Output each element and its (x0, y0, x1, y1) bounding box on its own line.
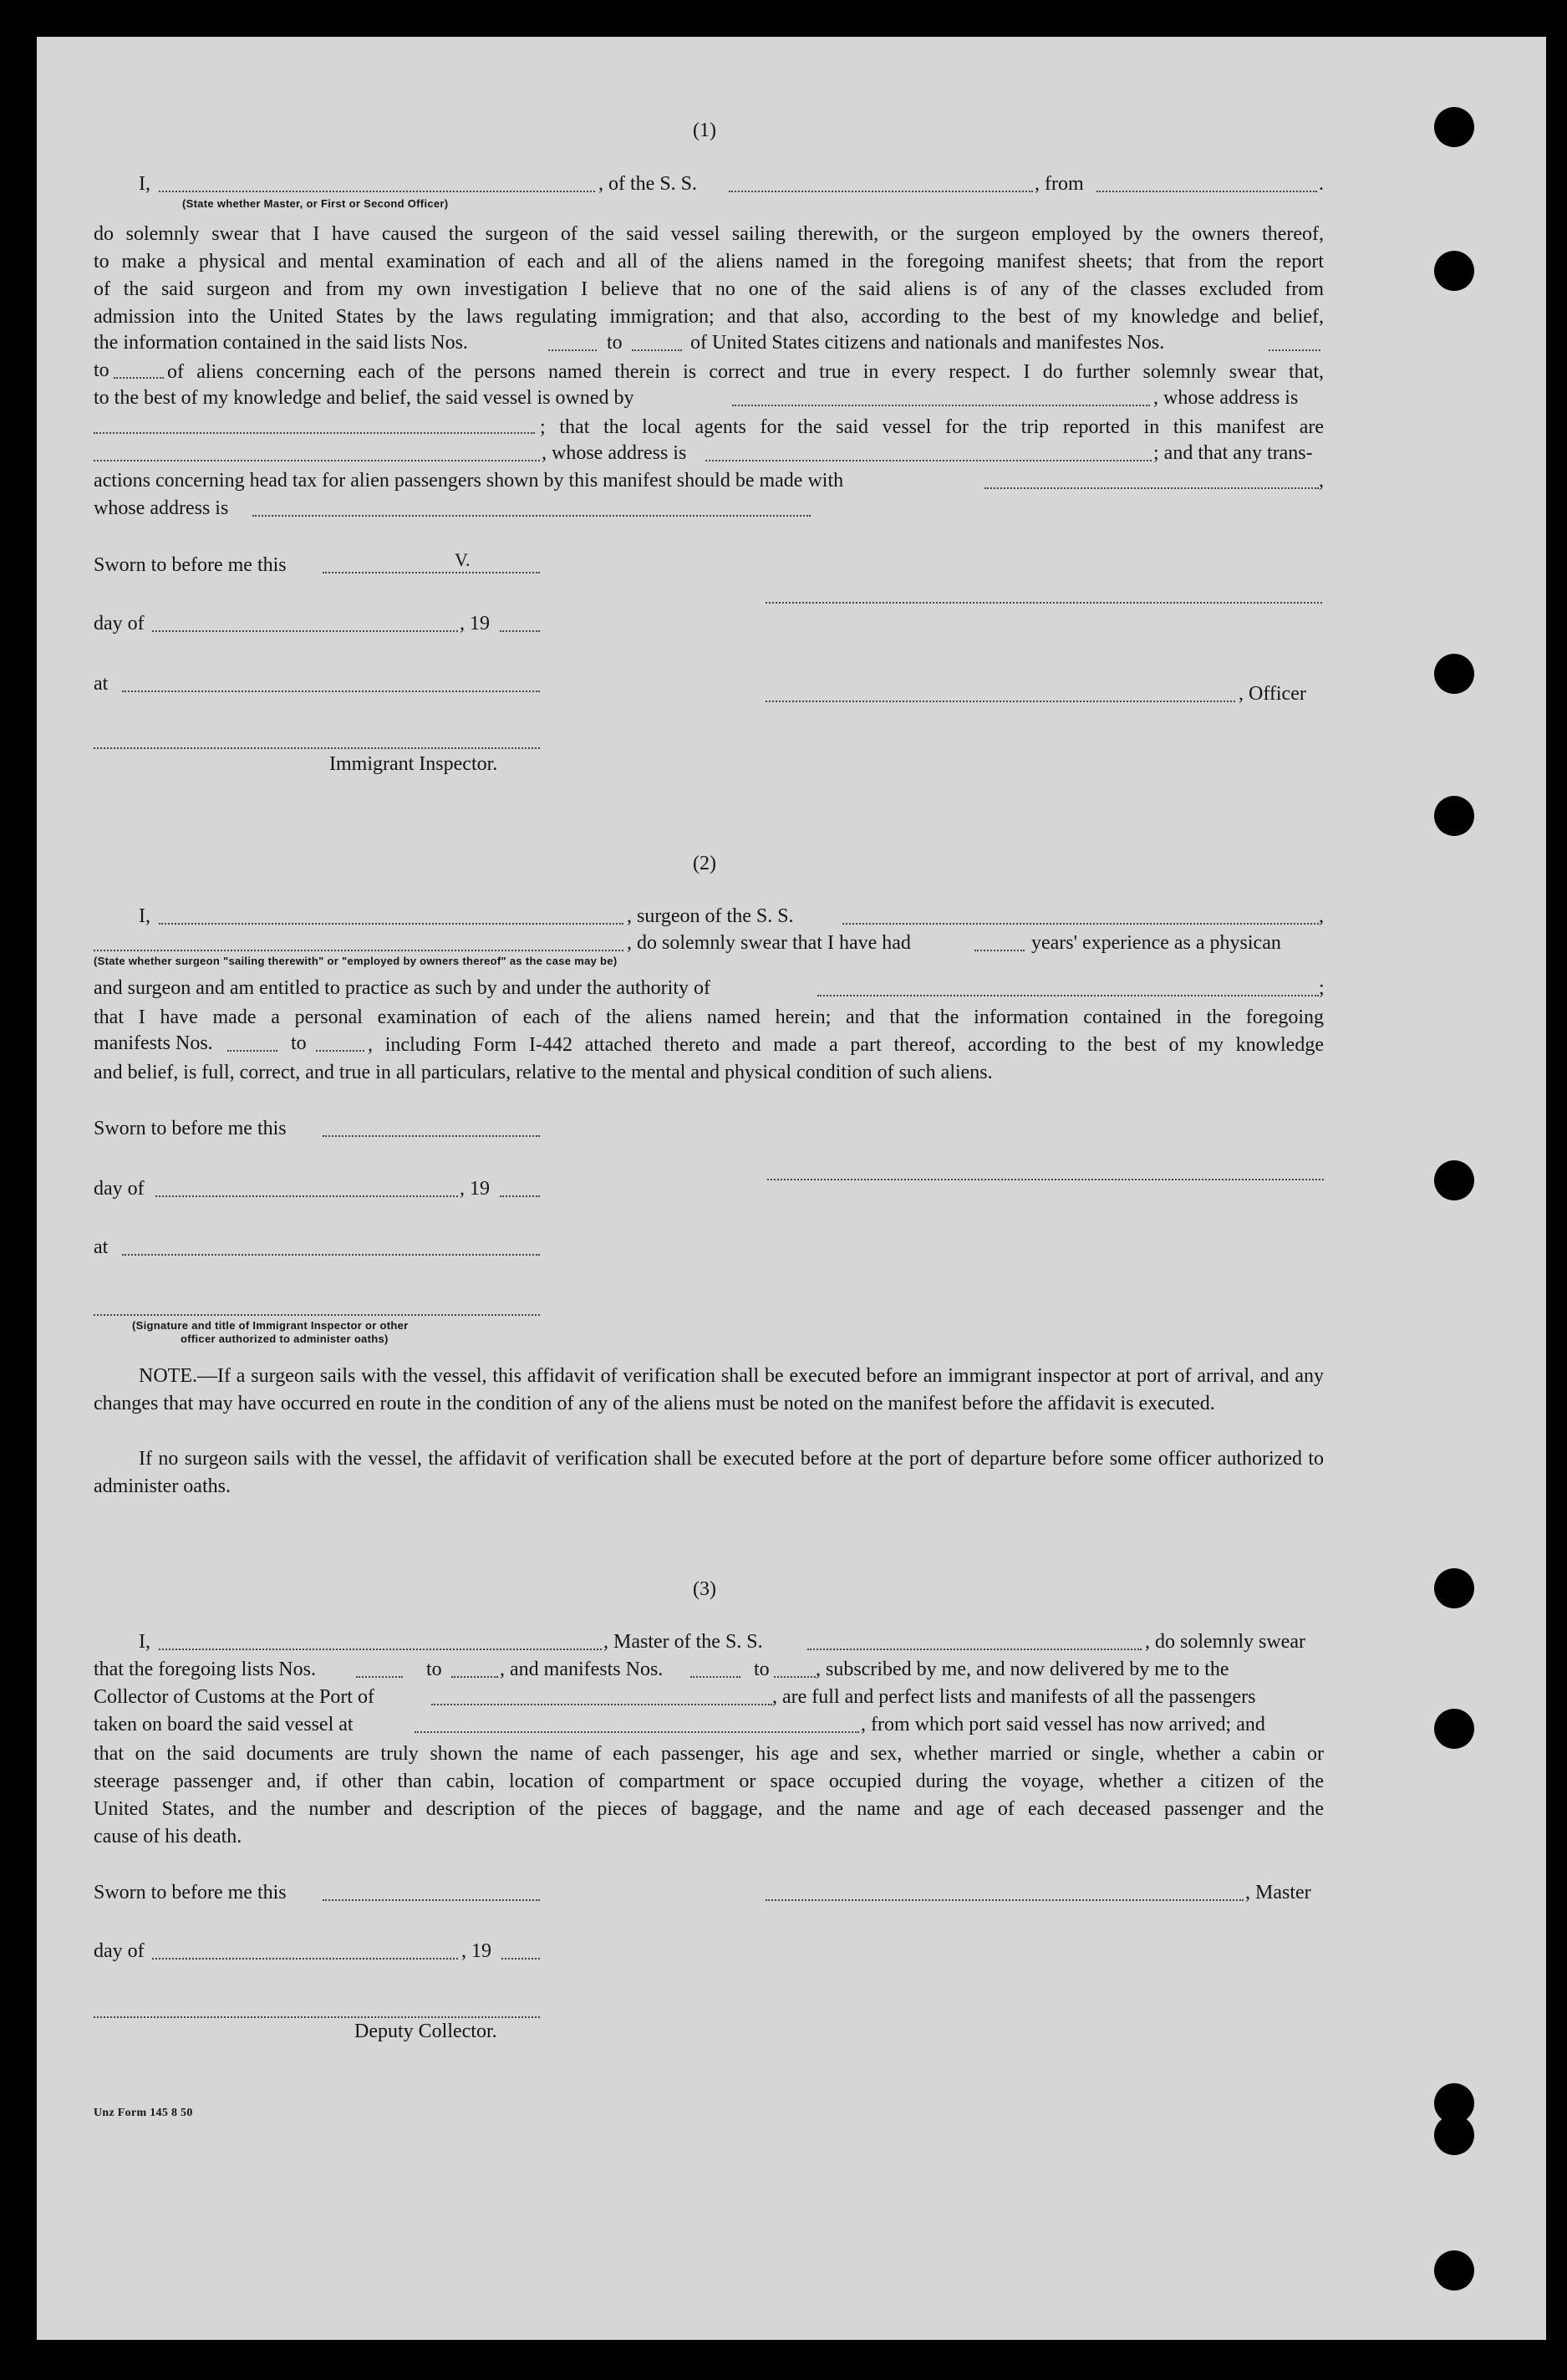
paragraph-line: cause of his death. (94, 1826, 242, 1847)
section-number: (1) (693, 120, 716, 141)
paragraph-line: that I have made a personal examination of each of the aliens named herein; and that the information contained in the foregoing (94, 1007, 1324, 1028)
fill-in-line[interactable] (114, 377, 164, 379)
paragraph-line: steerage passenger and, if other than cabin, location of compartment or space occupied during the voyage, whether a citizen of the (94, 1771, 1324, 1792)
text: Sworn to before me this (94, 1882, 287, 1903)
text: I, (139, 173, 150, 195)
punch-hole (1434, 251, 1474, 291)
fill-in-line[interactable] (252, 515, 811, 517)
fill-in-line[interactable] (774, 1676, 816, 1678)
signature-title: Deputy Collector. (354, 2021, 497, 2042)
text: , whose address is (542, 442, 687, 464)
signature-note: (Signature and title of Immigrant Inspector or other (132, 1319, 409, 1332)
fill-in-line[interactable] (1096, 191, 1317, 192)
signature-line[interactable] (94, 2016, 540, 2018)
paragraph-line: that on the said documents are truly shown the name of each passenger, his age and sex, whether married or single, whether a cabin or (94, 1743, 1324, 1765)
note-text: If no surgeon sails with the vessel, the affidavit of verification shall be executed before at the port of departure before some officer authorized to administer oaths. (94, 1448, 1324, 1497)
text: I, (139, 905, 150, 927)
note-paragraph (94, 1363, 1324, 1418)
punch-hole (1434, 1568, 1474, 1608)
text: , 19 (461, 1940, 491, 1962)
fill-in-line[interactable] (729, 191, 1033, 192)
paragraph-line: ; that the local agents for the said vessel for the trip reported in this manifest are (540, 416, 1324, 438)
handwritten-mark: V. (455, 549, 471, 570)
paragraph-line: of the said surgeon and from my own investigation I believe that no one of the said aliens is of any of the classes excluded from (94, 278, 1324, 300)
text: day of (94, 1178, 145, 1200)
signature-line[interactable] (767, 1179, 1324, 1180)
fill-in-line[interactable] (817, 995, 1319, 996)
fill-in-line[interactable] (500, 630, 540, 632)
text: day of (94, 613, 145, 634)
text: , from (1035, 173, 1084, 195)
fill-in-line[interactable] (690, 1676, 740, 1678)
text: taken on board the said vessel at (94, 1714, 354, 1735)
section-number: (2) (693, 853, 716, 874)
text: , of the S. S. (598, 173, 698, 195)
fill-in-line[interactable] (431, 1704, 772, 1705)
text: Sworn to before me this (94, 1118, 287, 1139)
fill-in-line[interactable] (842, 923, 1319, 925)
paragraph-line: and belief, is full, correct, and true in all particulars, relative to the mental and physical condition of such aliens. (94, 1062, 993, 1083)
fill-in-line[interactable] (356, 1676, 403, 1678)
signature-line[interactable] (766, 701, 1235, 702)
text: I, (139, 1631, 150, 1653)
text: ; (1319, 977, 1325, 999)
text: ; and that any trans- (1153, 442, 1313, 464)
fill-in-line[interactable] (501, 1958, 540, 1960)
punch-hole (1434, 2250, 1474, 2291)
text: . (1319, 173, 1324, 195)
text: , Officer (1239, 683, 1306, 705)
signature-line[interactable] (94, 747, 540, 749)
text: whose address is (94, 497, 229, 519)
text: , and manifests Nos. (500, 1659, 664, 1680)
fill-in-line[interactable] (227, 1050, 277, 1052)
text: to (291, 1032, 307, 1054)
fill-in-line[interactable] (415, 1731, 859, 1733)
fill-in-line[interactable] (323, 572, 540, 573)
paragraph-line: of aliens concerning each of the persons named therein is correct and true in every respect. I do further solemnly swear that, (167, 361, 1324, 383)
paragraph-line: do solemnly swear that I have caused the surgeon of the said vessel sailing therewith, or the surgeon employed by the owners thereof, (94, 223, 1324, 245)
text: , do solemnly swear (1145, 1631, 1305, 1653)
fill-in-line[interactable] (152, 1958, 458, 1960)
form-id: Unz Form 145 8 50 (94, 2107, 193, 2119)
text: and surgeon and am entitled to practice as such by and under the authority of (94, 977, 710, 999)
text: day of (94, 1940, 145, 1962)
punch-hole (1434, 107, 1474, 147)
paragraph-line: admission into the United States by the laws regulating immigration; and that also, according to the best of my knowledge and belief, (94, 306, 1324, 328)
text: , do solemnly swear that I have had (627, 932, 911, 954)
text: , Master of the S. S. (603, 1631, 763, 1653)
signature-line[interactable] (94, 1314, 540, 1316)
punch-hole (1434, 1709, 1474, 1749)
fill-in-line[interactable] (323, 1899, 540, 1901)
fill-in-line[interactable] (122, 1254, 540, 1256)
text: at (94, 673, 109, 695)
text: to the best of my knowledge and belief, the said vessel is owned by (94, 387, 634, 409)
fill-in-line[interactable] (1269, 349, 1320, 351)
fill-in-line[interactable] (732, 405, 1150, 406)
text: , surgeon of the S. S. (627, 905, 794, 927)
text: to (426, 1659, 442, 1680)
fill-in-line[interactable] (94, 432, 535, 434)
fill-in-line[interactable] (159, 1649, 602, 1650)
signature-line[interactable] (766, 1899, 1244, 1901)
text: manifests Nos. (94, 1032, 213, 1054)
text: , (1319, 905, 1324, 927)
paragraph-line: to make a physical and mental examination of each and all of the aliens named in the foregoing manifest sheets; that from the report (94, 251, 1324, 273)
fill-in-line[interactable] (548, 349, 597, 351)
text: Sworn to before me this (94, 554, 287, 576)
text: to (754, 1659, 770, 1680)
text: , whose address is (1153, 387, 1299, 409)
fill-in-line[interactable] (974, 950, 1025, 951)
fill-in-line[interactable] (159, 923, 623, 925)
text: to (94, 359, 109, 381)
text: Collector of Customs at the Port of (94, 1686, 374, 1708)
fill-in-line[interactable] (155, 1195, 458, 1197)
fill-in-line[interactable] (323, 1135, 540, 1137)
paragraph-line: United States, and the number and description of the pieces of baggage, and the name and age of each deceased passenger and the (94, 1798, 1324, 1820)
fill-in-line[interactable] (152, 630, 458, 632)
section-number: (3) (693, 1578, 716, 1600)
text: the information contained in the said lists Nos. (94, 332, 468, 354)
text: , Master (1245, 1882, 1311, 1903)
punch-hole (1434, 1160, 1474, 1200)
note-paragraph (94, 1445, 1324, 1501)
signature-title: Immigrant Inspector. (329, 753, 498, 775)
text: , 19 (460, 613, 490, 634)
text: that the foregoing lists Nos. (94, 1659, 316, 1680)
text: actions concerning head tax for alien passengers shown by this manifest should be made with (94, 470, 844, 492)
fill-in-line[interactable] (500, 1195, 540, 1197)
fill-in-line[interactable] (94, 460, 540, 461)
fill-in-line[interactable] (316, 1050, 364, 1052)
text: , (1319, 470, 1324, 492)
fill-in-line[interactable] (451, 1676, 498, 1678)
signature-note: officer authorized to administer oaths) (181, 1333, 389, 1345)
punch-hole (1434, 654, 1474, 694)
text: , 19 (460, 1178, 490, 1200)
text: at (94, 1236, 109, 1258)
field-note: (State whether Master, or First or Second Officer) (182, 197, 449, 210)
paragraph-line: , including Form I-442 attached thereto and made a part thereof, according to the best of my knowledge (368, 1034, 1324, 1056)
punch-hole (1434, 2115, 1474, 2155)
fill-in-line[interactable] (122, 691, 540, 692)
text: , from which port said vessel has now arrived; and (861, 1714, 1265, 1735)
fill-in-line[interactable] (705, 460, 1152, 461)
fill-in-line[interactable] (159, 191, 595, 192)
fill-in-line[interactable] (984, 487, 1319, 489)
punch-hole (1434, 796, 1474, 836)
field-note: (State whether surgeon "sailing therewith" or "employed by owners thereof" as the case may be) (94, 955, 618, 967)
signature-line[interactable] (766, 602, 1322, 604)
fill-in-line[interactable] (807, 1649, 1142, 1650)
text: to (607, 332, 623, 354)
text: , are full and perfect lists and manifests of all the passengers (772, 1686, 1256, 1708)
text: , subscribed by me, and now delivered by me to the (816, 1659, 1229, 1680)
fill-in-line[interactable] (632, 349, 682, 351)
fill-in-line[interactable] (94, 950, 623, 951)
text: of United States citizens and nationals and manifestes Nos. (690, 332, 1165, 354)
text: years' experience as a physican (1031, 932, 1281, 954)
note-text: NOTE.—If a surgeon sails with the vessel, this affidavit of verification shall be executed before an immigrant inspector at port of arrival, and any changes that may have occurred en route in the condition of any of the aliens must be noted on the manifest before the affidavit is executed. (94, 1365, 1324, 1414)
